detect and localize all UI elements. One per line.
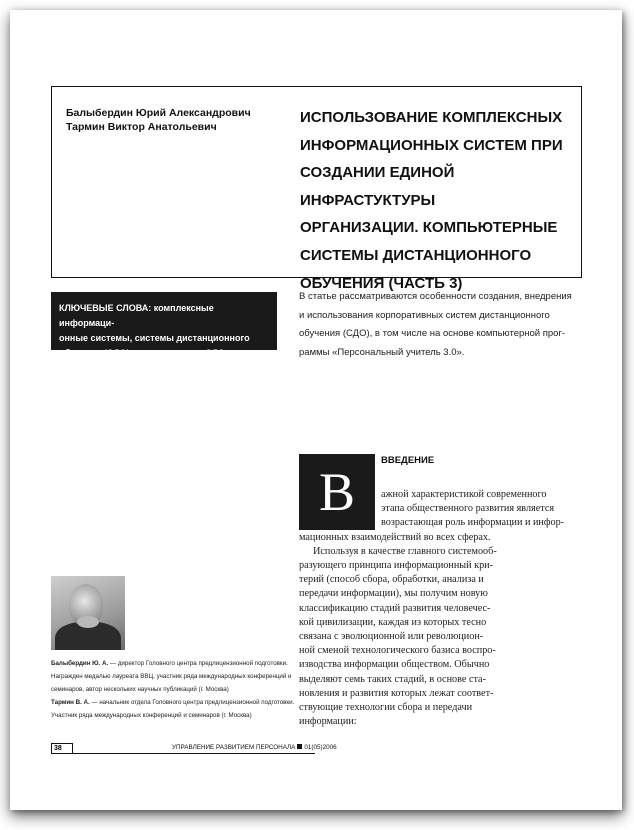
journal-name: УПРАВЛЕНИЕ РАЗВИТИЕМ ПЕРСОНАЛА xyxy=(172,744,296,751)
section-heading: ВВЕДЕНИЕ xyxy=(381,455,435,466)
abstract-line: В статье рассматриваются особенности создания, внедрения xyxy=(299,291,572,302)
portrait-hand xyxy=(77,616,99,628)
body-line: ной сменой технологического базиса воспро- xyxy=(299,645,496,657)
article-authors xyxy=(66,106,251,134)
body-line: ствующие технологии сбора и передачи xyxy=(299,702,473,714)
journal-issue: 01(05)2006 xyxy=(304,744,337,751)
bio-line: семинаров, автор нескольких научных публикаций (г. Москва) xyxy=(51,686,229,693)
intro-line: этапа общественного развития является xyxy=(381,503,555,515)
bio-text: — директор Головного центра предлицензионной подготовки. xyxy=(108,660,288,667)
bio-line xyxy=(51,657,346,670)
body-line: классификацию стадий развития человечес- xyxy=(299,602,491,614)
keywords-line: КЛЮЧЕВЫЕ СЛОВА: комплексные информаци- xyxy=(59,303,214,328)
article-title xyxy=(300,104,575,297)
body-line: кой цивилизации, каждая из которых тесно xyxy=(299,616,487,628)
title-line: ОБУЧЕНИЯ (ЧАСТЬ 3) xyxy=(300,274,463,292)
abstract-line: и использования корпоративных систем дистанционного xyxy=(299,309,550,321)
title-line: СОЗДАНИИ ЕДИНОЙ ИНФРАСТУКТУРЫ xyxy=(300,164,455,209)
bio-name: Тармин В. А. xyxy=(51,699,90,706)
body-line: передачи информации), мы получим новую xyxy=(299,588,488,600)
intro-line: ажной характеристикой современного xyxy=(381,489,547,500)
author-name: Тармин Виктор Анатольевич xyxy=(66,121,217,133)
bio-name: Балыбердин Ю. А. xyxy=(51,660,109,667)
title-line: ОРГАНИЗАЦИИ. КОМПЬЮТЕРНЫЕ xyxy=(300,219,558,237)
body-line: разующего принципа информационный кри- xyxy=(299,560,494,572)
article-abstract xyxy=(299,288,584,362)
body-line: мационных взаимодействий во всех сферах. xyxy=(299,531,491,543)
abstract-line: обучения (СДО), в том числе на основе компьютерной прог- xyxy=(299,328,566,339)
bio-line: Участник ряда международных конференций и семинаров (г. Москва) xyxy=(51,712,252,719)
body-line: информации: xyxy=(299,716,357,728)
author-name: Балыбердин Юрий Александрович xyxy=(66,107,251,119)
keywords-line: обучения (СДО), компьютерные СДО xyxy=(59,348,225,358)
journal-page xyxy=(10,10,622,810)
bio-line: Награжден медалью лауреата ВВЦ, участник ряда международных конференций и xyxy=(51,673,292,680)
keywords-line: онные системы, системы дистанционного xyxy=(59,333,250,343)
author-portrait-photo xyxy=(51,576,125,650)
page-number: 38 xyxy=(51,743,73,754)
body-line: Используя в качестве главного системооб- xyxy=(313,545,497,557)
body-line: выделяют семь таких стадий, в основе ста- xyxy=(299,673,486,685)
bio-line xyxy=(51,696,346,709)
intro-line: возрастающая роль информации и инфор- xyxy=(381,517,565,529)
title-line: ИСПОЛЬЗОВАНИЕ КОМПЛЕКСНЫХ xyxy=(300,109,563,126)
body-line: связана с эволюционной или революцион- xyxy=(299,631,484,643)
drop-cap: В xyxy=(299,454,375,530)
title-line: СИСТЕМЫ ДИСТАНЦИОННОГО xyxy=(300,246,532,264)
body-line: новления и развития которых лежат соответ- xyxy=(299,687,494,699)
title-line: ИНФОРМАЦИОННЫХ СИСТЕМ ПРИ xyxy=(300,136,563,154)
body-line: изводства информации обществом. Обычно xyxy=(299,659,490,671)
abstract-line: раммы «Персональный учитель 3.0». xyxy=(299,346,465,358)
author-bios xyxy=(51,657,346,722)
keywords-box xyxy=(51,292,277,358)
body-line: терий (способ сбора, обработки, анализа и xyxy=(299,574,484,586)
article-header-box xyxy=(51,86,582,292)
footer-journal-info xyxy=(172,744,337,751)
bio-text: — начальник отдела Головного центра предлицензионной подготовки. xyxy=(89,699,295,706)
square-bullet-icon xyxy=(297,744,302,749)
